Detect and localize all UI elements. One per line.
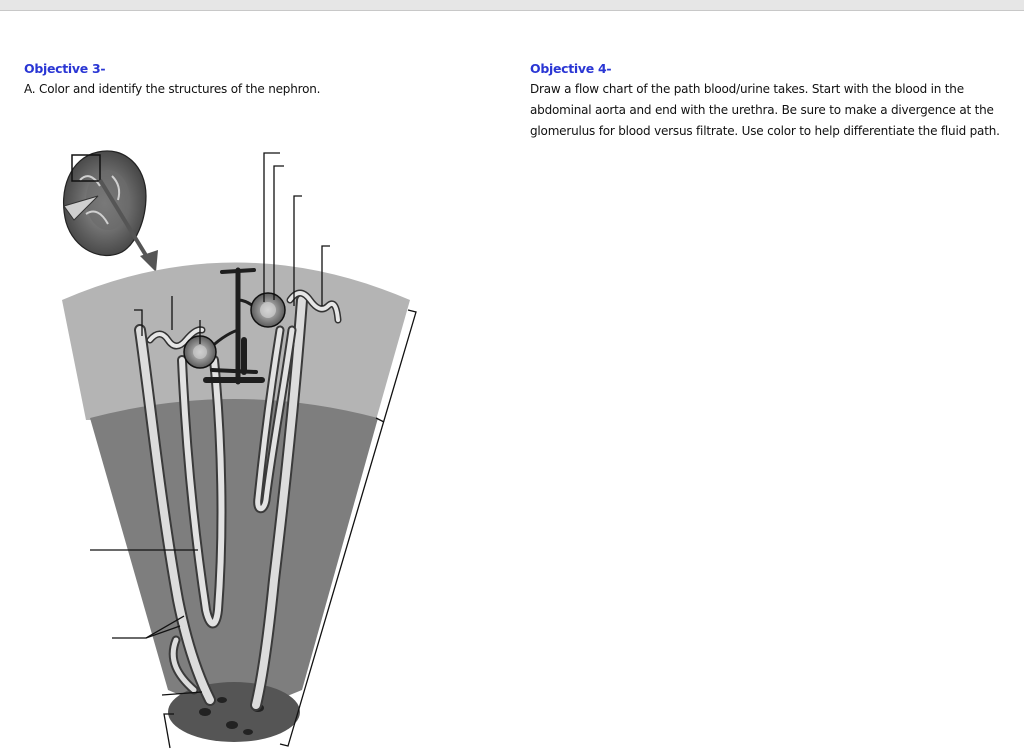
- renal-papilla: [168, 682, 300, 742]
- objective-4-title: Objective 4-: [530, 61, 612, 76]
- kidney-inset: [64, 151, 158, 272]
- objective-3-instruction: A. Color and identify the structures of the nephron.: [24, 82, 321, 96]
- medulla-region: [90, 399, 378, 705]
- objective-4-instruction: Draw a flow chart of the path blood/urine takes. Start with the blood in the abdominal aorta and end with the urethra. Be sure to make a divergence at the glomerulus for blood versus filtrate. Use color to help differentiate the fluid path.: [530, 82, 1000, 138]
- objective-3-title: Objective 3-: [24, 61, 106, 76]
